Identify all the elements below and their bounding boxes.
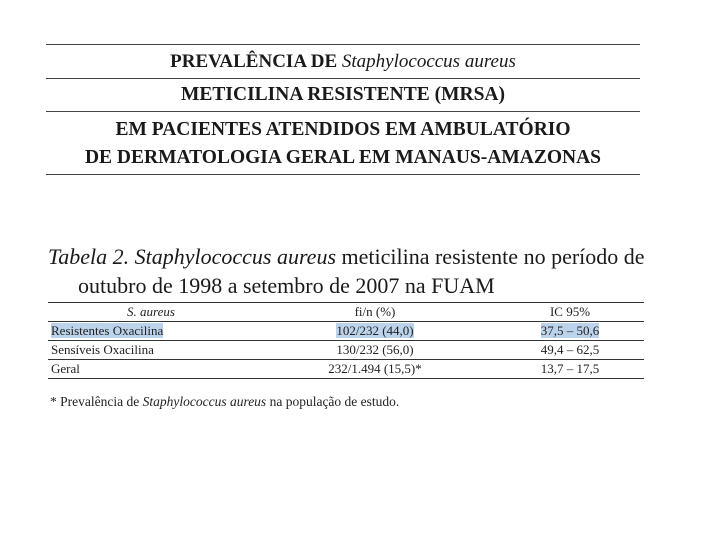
row-sensiveis-label: Sensíveis Oxacilina [51,342,154,357]
table-row [48,322,644,341]
title-line-4: DE DERMATOLOGIA GERAL EM MANAUS-AMAZONAS [46,144,640,175]
row-geral-fi-n: 232/1.494 (15,5)* [328,361,422,376]
table-row [48,360,644,379]
slide-title [46,44,640,175]
footnote-suffix: na população de estudo. [266,394,400,409]
caption-rest: meticilina resistente no período de [336,244,645,269]
row-sensiveis-ic95: 49,4 – 62,5 [540,342,600,357]
footnote-species: Staphylococcus aureus [142,394,267,409]
header-fi-n: fi/n (%) [254,303,496,322]
table-caption [48,242,648,300]
caption-label: Tabela 2. [48,244,130,269]
title-line-1-prefix: PREVALÊNCIA DE [170,51,342,72]
caption-line-1 [48,242,648,271]
data-table [48,302,644,379]
row-sensiveis-fi-n: 130/232 (56,0) [336,342,414,357]
title-line-2: METICILINA RESISTENTE (MRSA) [46,79,640,112]
caption-line-2: outubro de 1998 a setembro de 2007 na FUAM [78,273,495,298]
footnote-prefix: * Prevalência de [50,394,143,409]
row-resistentes-ic95: 37,5 – 50,6 [540,323,600,338]
table-header-row [48,303,644,322]
title-line-1-species: Staphylococcus aureus [341,51,516,72]
header-s-aureus: S. aureus [48,303,254,322]
row-geral-ic95: 13,7 – 17,5 [540,361,600,376]
row-resistentes-label: Resistentes Oxacilina [51,323,164,338]
header-ic95: IC 95% [496,303,644,322]
table-footnote [50,394,650,410]
title-line-3: EM PACIENTES ATENDIDOS EM AMBULATÓRIO [115,119,571,140]
table-row [48,341,644,360]
caption-species: Staphylococcus aureus [134,244,337,269]
title-line-1 [46,45,640,79]
row-geral-label: Geral [51,361,80,376]
row-resistentes-fi-n: 102/232 (44,0) [336,323,414,338]
